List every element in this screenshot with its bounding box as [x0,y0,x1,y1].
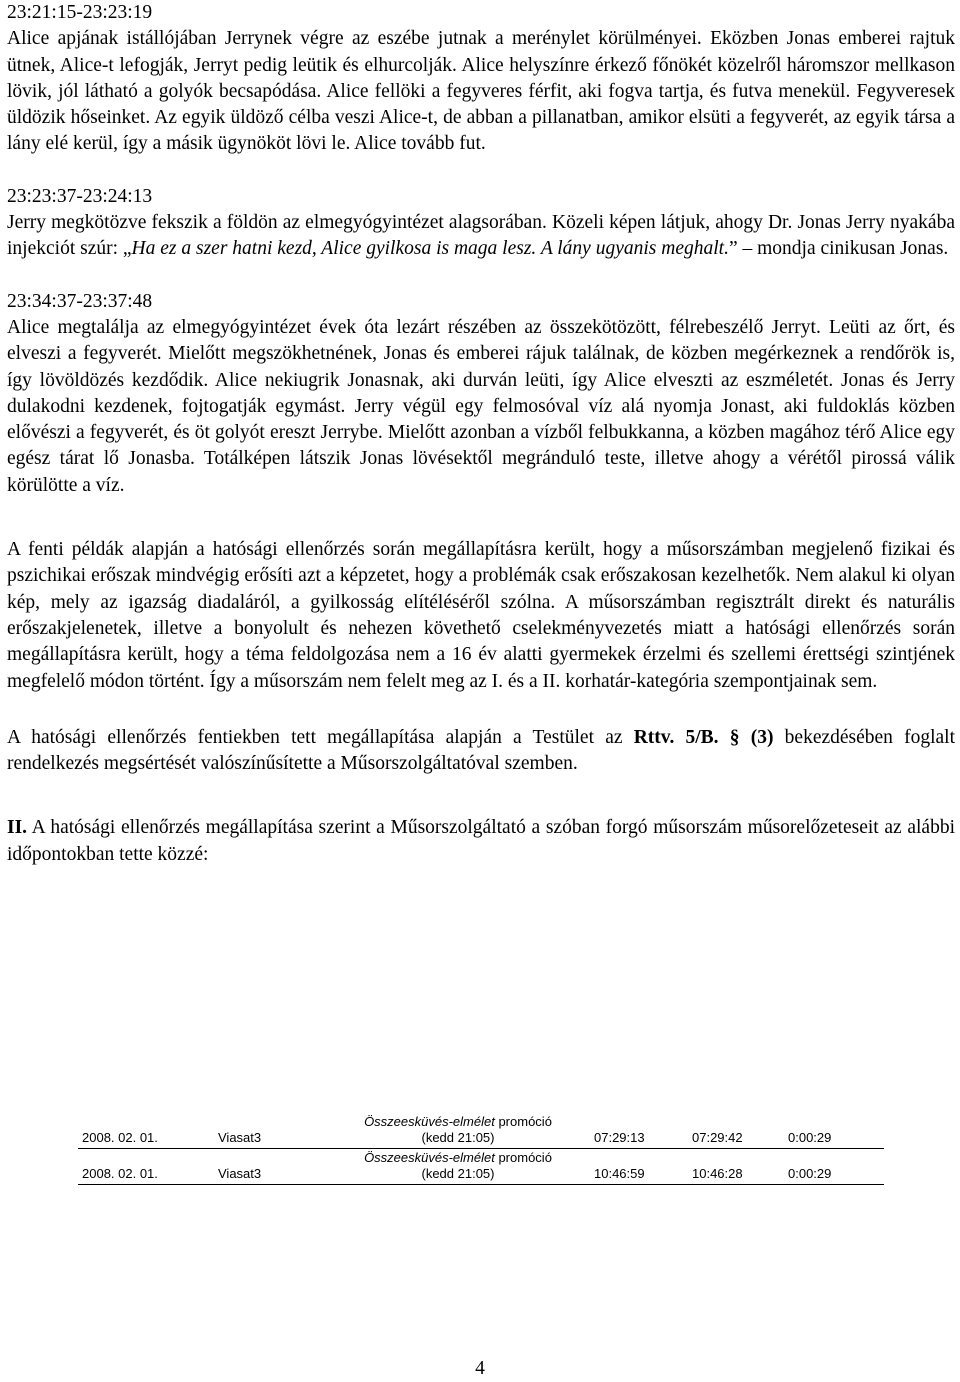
end-time-cell: 10:46:28 [688,1148,784,1184]
scene-timestamp: 23:34:37-23:37:48 [7,290,153,312]
date-cell: 2008. 02. 01. [78,1112,214,1148]
scene-description: Alice megtalálja az elmegyógyintézet évek óta lezárt részében az összekötözött, félrebeszélő Jerryt. Leüti az őrt, és elveszi a fegyverét. Mielőtt megszökhetnének, Jonas és emberei rájuk találnak, de közben megérkeznek a rendőrök is, így lövöldözés kezdődik. Alice nekiugrik Jonasnak, aki durván leüti, így Alice elveszti az eszméletét. Jonas és Jerry dulakodni kezdenek, fojtogatják egymást. Jerry végül egy felmosóval víz alá nyomja Jonast, aki fuldoklás közben elővészi a fegyverét, és öt golyót ereszt Jerrybe. Mielőtt azonban a vízből felbukkanna, a közben magához térő Alice egy egész tárat lő Jonasba. Totálképen látszik Jonas lövésektől megránduló teste, illetve ahogy a vérétől pirossá válik körülötte a víz. [7,316,955,496]
page-number: 4 [475,1358,485,1379]
finding-paragraph: A fenti példák alapján a hatósági ellenőrzés során megállapításra került, hogy a műsorszámban megjelenő fizikai és pszichikai erőszak mindvégig erősíti azt a képzetet, hogy a problémák csak erőszakosan kezelhetők. Nem alakul ki olyan kép, mely az igazság diadaláról, a gyilkosság elítéléséről szólna. A műsorszámban regisztrált direkt és naturális erőszakjelenetek, illetve a bonyolult és nehezen követhető cselekményvezetés miatt a hatósági ellenőrzés során megállapításra került, hogy a téma feldolgozása nem a 16 év alatti gyermekek érzelmi és szellemi érettségi szintjének megfelelő módon történt. Így a műsorszám nem felelt meg az I. és a II. korhatár-kategória szempontjainak sem. [7,539,955,692]
quote-text: Ha ez a szer hatni kezd, Alice gyilkosa is maga lesz. A lány ugyanis meghalt. [131,238,729,260]
end-time-cell: 07:29:42 [688,1112,784,1148]
law-reference: Rttv. 5/B. [633,726,719,748]
date-cell: 2008. 02. 01. [78,1148,214,1184]
broadcast-table-wrapper [78,1112,884,1185]
duration-cell: 0:00:29 [784,1148,884,1184]
program-cell: Összeesküvés-elmélet promóció (kedd 21:05) [326,1112,590,1148]
scene-description: Jerry megkötözve fekszik a földön az elmegyógyintézet alagsorában. Közeli képen látjuk, ahogy Dr. Jonas Jerry nyakába injekciót szúr: „Ha ez a szer hatni kezd, Alice gyilkosa is maga lesz. A lány ugyanis meghalt.” – mondja cinikusan Jonas. [7,212,955,260]
finding-paragraph: A hatósági ellenőrzés fentiekben tett megállapítása alapján a Testület az Rttv. 5/B. § (3) bekezdésében foglalt rendelkezés megsértését valószínűsítette a Műsorszolgáltatóval szemben. [7,726,956,775]
section-heading: II. A hatósági ellenőrzés megállapítása szerint a Műsorszolgáltató a szóban forgó műsorszám műsorelőzeteseit az alábbi időpontokban tette közzé: [7,817,955,865]
document-page [7,0,955,868]
scene-timestamp: 23:23:37-23:24:13 [7,185,153,207]
scene-description: Alice apjának istállójában Jerrynek végre az eszébe jutnak a merénylet körülményei. Eközben Jonas emberei rajtuk ütnek, Alice-t lefogják, Jerryt pedig leütik és elhurcolják. Alice helyszínre érkező főnökét közelről háromszor mellkason lövik, jól látható a golyók becsapódása. Alice fellöki a fegyveres férfit, aki fogva tartja, és futva menekül. Fegyveresek üldözik hőseinket. Az egyik üldöző célba veszi Alice-t, de abban a pillanatban, amikor elsüti a fegyverét, az egyik társa a lány elé kerül, így a másik ügynököt lövi le. Alice tovább fut. [7,28,955,155]
section-numeral: II. [7,817,28,839]
channel-cell: Viasat3 [214,1112,326,1148]
duration-cell: 0:00:29 [784,1112,884,1148]
channel-cell: Viasat3 [214,1148,326,1184]
table-row [78,1112,884,1148]
broadcast-table [78,1112,884,1185]
table-row [78,1148,884,1184]
program-cell: Összeesküvés-elmélet promóció (kedd 21:05) [326,1148,590,1184]
start-time-cell: 10:46:59 [590,1148,688,1184]
start-time-cell: 07:29:13 [590,1112,688,1148]
section-sign: § [729,726,740,748]
scene-timestamp: 23:21:15-23:23:19 [7,2,153,23]
